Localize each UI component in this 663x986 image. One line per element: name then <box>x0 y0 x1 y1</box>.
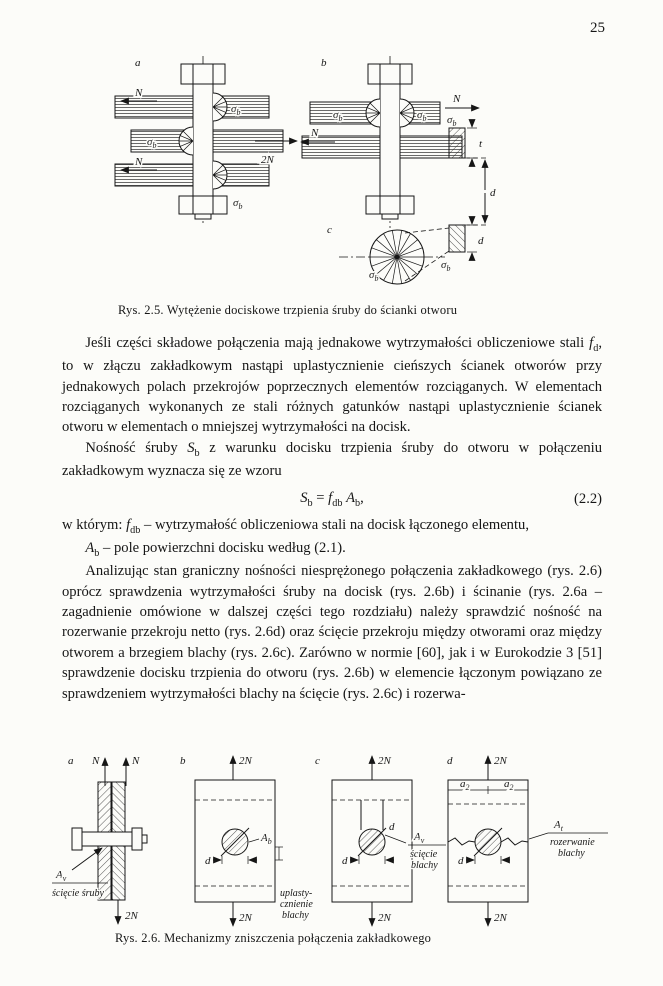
net-area-label: $A_t$ <box>554 819 563 833</box>
force-label-2N: 2N <box>378 755 391 767</box>
bearing-area-strip <box>449 128 465 158</box>
leader-line <box>529 833 548 839</box>
sigma-b-label: $\sigma_b$ <box>233 197 243 211</box>
bottom-plate-left <box>115 164 193 186</box>
fig25-label-b: b <box>321 57 327 69</box>
definition-ab: $A_b$ – pole powierzchni docisku według (2.1). <box>85 539 346 559</box>
fig26-label-d: d <box>447 755 453 767</box>
force-label-2N: 2N <box>239 755 252 767</box>
fig25-part-c <box>327 217 484 284</box>
body-text <box>62 333 602 704</box>
shear-area-label: $A_v$ <box>56 869 67 883</box>
sigma-b-label: $\sigma_b$ <box>441 259 451 273</box>
force-label-2N: 2N <box>494 755 507 767</box>
svg-text:d: d <box>342 855 348 867</box>
failure-mode-label: ścięcie śruby <box>52 888 104 899</box>
force-label-2N: 2N <box>125 910 138 922</box>
paragraph-2: Nośność śruby $S_b$ z warunku docisku trzpienia śruby do otworu w połączeniu zakładkowym wyznacza się ze wzoru <box>62 439 602 480</box>
dimension-t <box>467 120 483 166</box>
fig26-label-b: b <box>180 755 186 767</box>
failure-mode-label: cznienie <box>280 899 313 910</box>
sigma-b-label: $\sigma_b$ <box>231 103 241 117</box>
fig26-label-a: a <box>68 755 74 767</box>
failure-mode-label: blachy <box>558 848 585 859</box>
figure-2-6-drawing <box>48 750 623 950</box>
paragraph-3: Analizując stan graniczny nośności niesprężonego połączenia zakładkowego (rys. 2.6) oprócz sprawdzenia wytrzymałości śruby na docisk (rys. 2.6b) i ścinanie (rys. 2.6a – zagadnienie omówione w dalszej części tego rozdziału) należy sprawdzić nośność na rozerwanie przekroju netto (rys. 2.6d) oraz ścięcie przekroju między otworami oraz między otworem a brzegiem blachy (rys. 2.6c). Zarówno w normie [60], jak i w Eurokodzie 3 [51] sprawdzenie docisku trzpienia do otworu (rys. 2.6b) w elemencie łączonym powiązano ze sprawdzeniem wytrzymałości blachy na ścięcie (rys. 2.6c) i rozerwa- <box>62 563 602 702</box>
sigma-b-label: $\sigma_b$ <box>333 109 343 123</box>
failure-mode-label: blachy <box>282 910 309 921</box>
projection-line-top <box>405 228 449 233</box>
failure-mode-label: blachy <box>411 860 438 871</box>
force-label-N: N <box>132 755 140 767</box>
svg-text:d: d <box>478 235 484 247</box>
fig26-part-a <box>52 755 147 924</box>
failure-mode-label: uplasty- <box>280 888 313 899</box>
top-plate-left <box>115 96 193 118</box>
svg-text:a2: $a_2$ <box>460 778 470 792</box>
page-number: 25 <box>590 20 605 36</box>
fig25-label-a: a <box>135 57 141 69</box>
force-label-N: N <box>311 127 319 139</box>
figure-2-5 <box>105 52 505 297</box>
force-label-N: N <box>135 156 143 168</box>
diameter-label: d <box>389 821 395 833</box>
fig25-part-a <box>115 56 297 226</box>
edge-dimension-ticks <box>275 847 283 860</box>
fig26-part-d <box>447 755 608 926</box>
dimension-d-gap <box>465 158 496 225</box>
force-label-N: N <box>92 755 100 767</box>
svg-text:a2: $a_2$ <box>504 778 514 792</box>
sigma-b-label: $\sigma_b$ <box>417 109 427 123</box>
sigma-b-label: $\sigma_b$ <box>447 114 457 128</box>
lower-plate-left <box>302 136 380 158</box>
figure-2-5-drawing <box>105 52 505 297</box>
definition-fdb: w którym: $f_{db}$ – wytrzymałość obliczeniowa stali na docisk łączonego elementu, <box>62 516 529 536</box>
dimension-d-strip <box>467 217 484 260</box>
failure-mode-label: ścięcie <box>410 849 438 860</box>
fig25-part-b <box>301 56 496 228</box>
figure-2-6-caption: Rys. 2.6. Mechanizmy zniszczenia połączenia zakładkowego <box>115 931 432 945</box>
force-label-N: N <box>135 87 143 99</box>
shear-area-label: $A_v$ <box>414 831 425 845</box>
force-label-2N: 2N <box>494 912 507 924</box>
svg-text:d: d <box>490 187 496 199</box>
svg-text:t: t <box>479 138 483 150</box>
svg-text:d: d <box>458 855 464 867</box>
bearing-area-strip <box>449 225 465 252</box>
svg-text:d: d <box>205 855 211 867</box>
fig26-part-c <box>315 755 446 926</box>
failure-mode-label: rozerwanie <box>550 837 595 848</box>
figure-2-5-caption: Rys. 2.5. Wytężenie dociskowe trzpienia śruby do ścianki otworu <box>118 303 458 317</box>
force-label-2N: 2N <box>378 912 391 924</box>
equation-body: $S_b = f_{db}$ $A_b$, <box>300 489 364 509</box>
paragraph-1: Jeśli części składowe połączenia mają jednakowe wytrzymałości obliczeniowe stali $f_d$, to w złączu zakładkowym nastąpi uplastycznienie cieńszych ścianek otworów przy jednakowych polach przekrojów poprzecznych elementów rozciąganych. W elementach rozciąganych wykonanych ze stali różnych gatunków nastąpi uplastycznienie ścianek otworu w elementach o mniejszej wytrzymałości na docisk. <box>62 335 602 436</box>
equation-number: (2.2) <box>574 490 602 507</box>
equation-2-2 <box>62 488 602 511</box>
fig26-label-c: c <box>315 755 320 767</box>
force-label-2N: 2N <box>239 912 252 924</box>
fig26-part-b <box>180 755 313 926</box>
bearing-area-label: $A_b$ <box>261 832 272 846</box>
force-label-2N: 2N <box>261 154 274 166</box>
sigma-b-label: $\sigma_b$ <box>147 136 157 150</box>
force-label-N: N <box>453 93 461 105</box>
sigma-b-label: $\sigma_b$ <box>369 269 379 283</box>
fig25-label-c: c <box>327 224 332 236</box>
figure-2-6 <box>48 750 623 950</box>
